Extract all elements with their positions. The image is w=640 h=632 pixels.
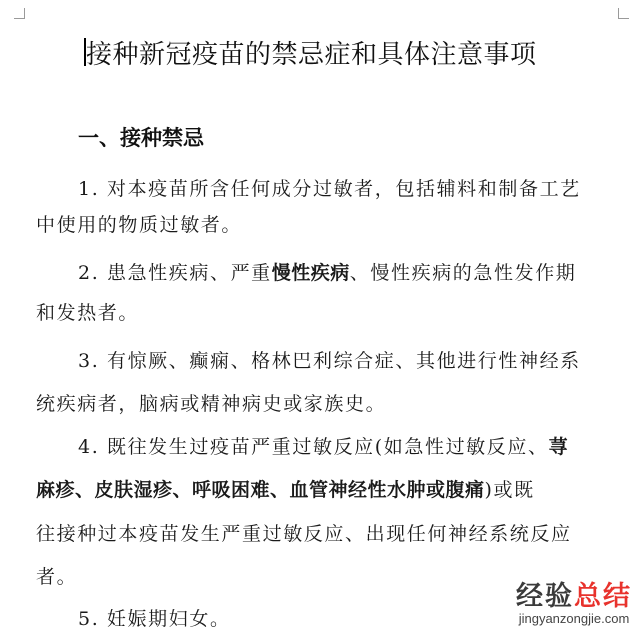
item-4-line-2[interactable] [36,475,535,502]
document-title[interactable]: 接种新冠疫苗的禁忌症和具体注意事项 [86,40,537,70]
item-4-text-a: 4. 既往发生过疫苗严重过敏反应(如急性过敏反应、 [78,436,549,458]
item-4-text-b: )或既 [484,479,535,501]
margin-corner-mark-left [14,8,25,19]
item-2-bold-chronic: 慢性疾病 [271,262,350,284]
item-4-line-1[interactable] [78,432,568,459]
item-3-line-2[interactable]: 统疾病者，脑病或精神病史或家族史。 [36,393,387,415]
watermark-part-2: 总结 [574,581,632,612]
item-3-line-1[interactable]: 3. 有惊厥、癫痫、格林巴利综合症、其他进行性神经系 [78,350,581,372]
item-4-line-3[interactable]: 往接种过本疫苗发生严重过敏反应、出现任何神经系统反应 [36,523,572,545]
item-1-line-2[interactable]: 中使用的物质过敏者。 [36,214,243,236]
item-1-line-1[interactable]: 1. 对本疫苗所含任何成分过敏者，包括辅料和制备工艺 [78,178,581,200]
item-4-line-4[interactable]: 者。 [36,566,78,588]
item-5-line-1[interactable]: 5. 妊娠期妇女。 [78,608,231,630]
item-4-bold-hives: 荨 [548,436,569,458]
watermark-logo-text [516,582,632,612]
item-2-line-2[interactable]: 和发热者。 [36,302,140,324]
item-2-text-a: 2. 患急性疾病、严重 [78,262,272,284]
watermark-url: jingyanzongjie.com [518,611,630,626]
item-2-text-c: 、慢性疾病的急性发作期 [349,262,577,284]
section-heading[interactable]: 一、接种禁忌 [78,126,204,150]
margin-corner-mark-right [618,8,629,19]
site-watermark [516,582,632,626]
item-2-line-1[interactable] [78,258,576,285]
watermark-part-1: 经验 [516,581,574,612]
item-4-bold-symptoms: 麻疹、皮肤湿疹、呼吸困难、血管神经性水肿或腹痛 [36,479,485,501]
